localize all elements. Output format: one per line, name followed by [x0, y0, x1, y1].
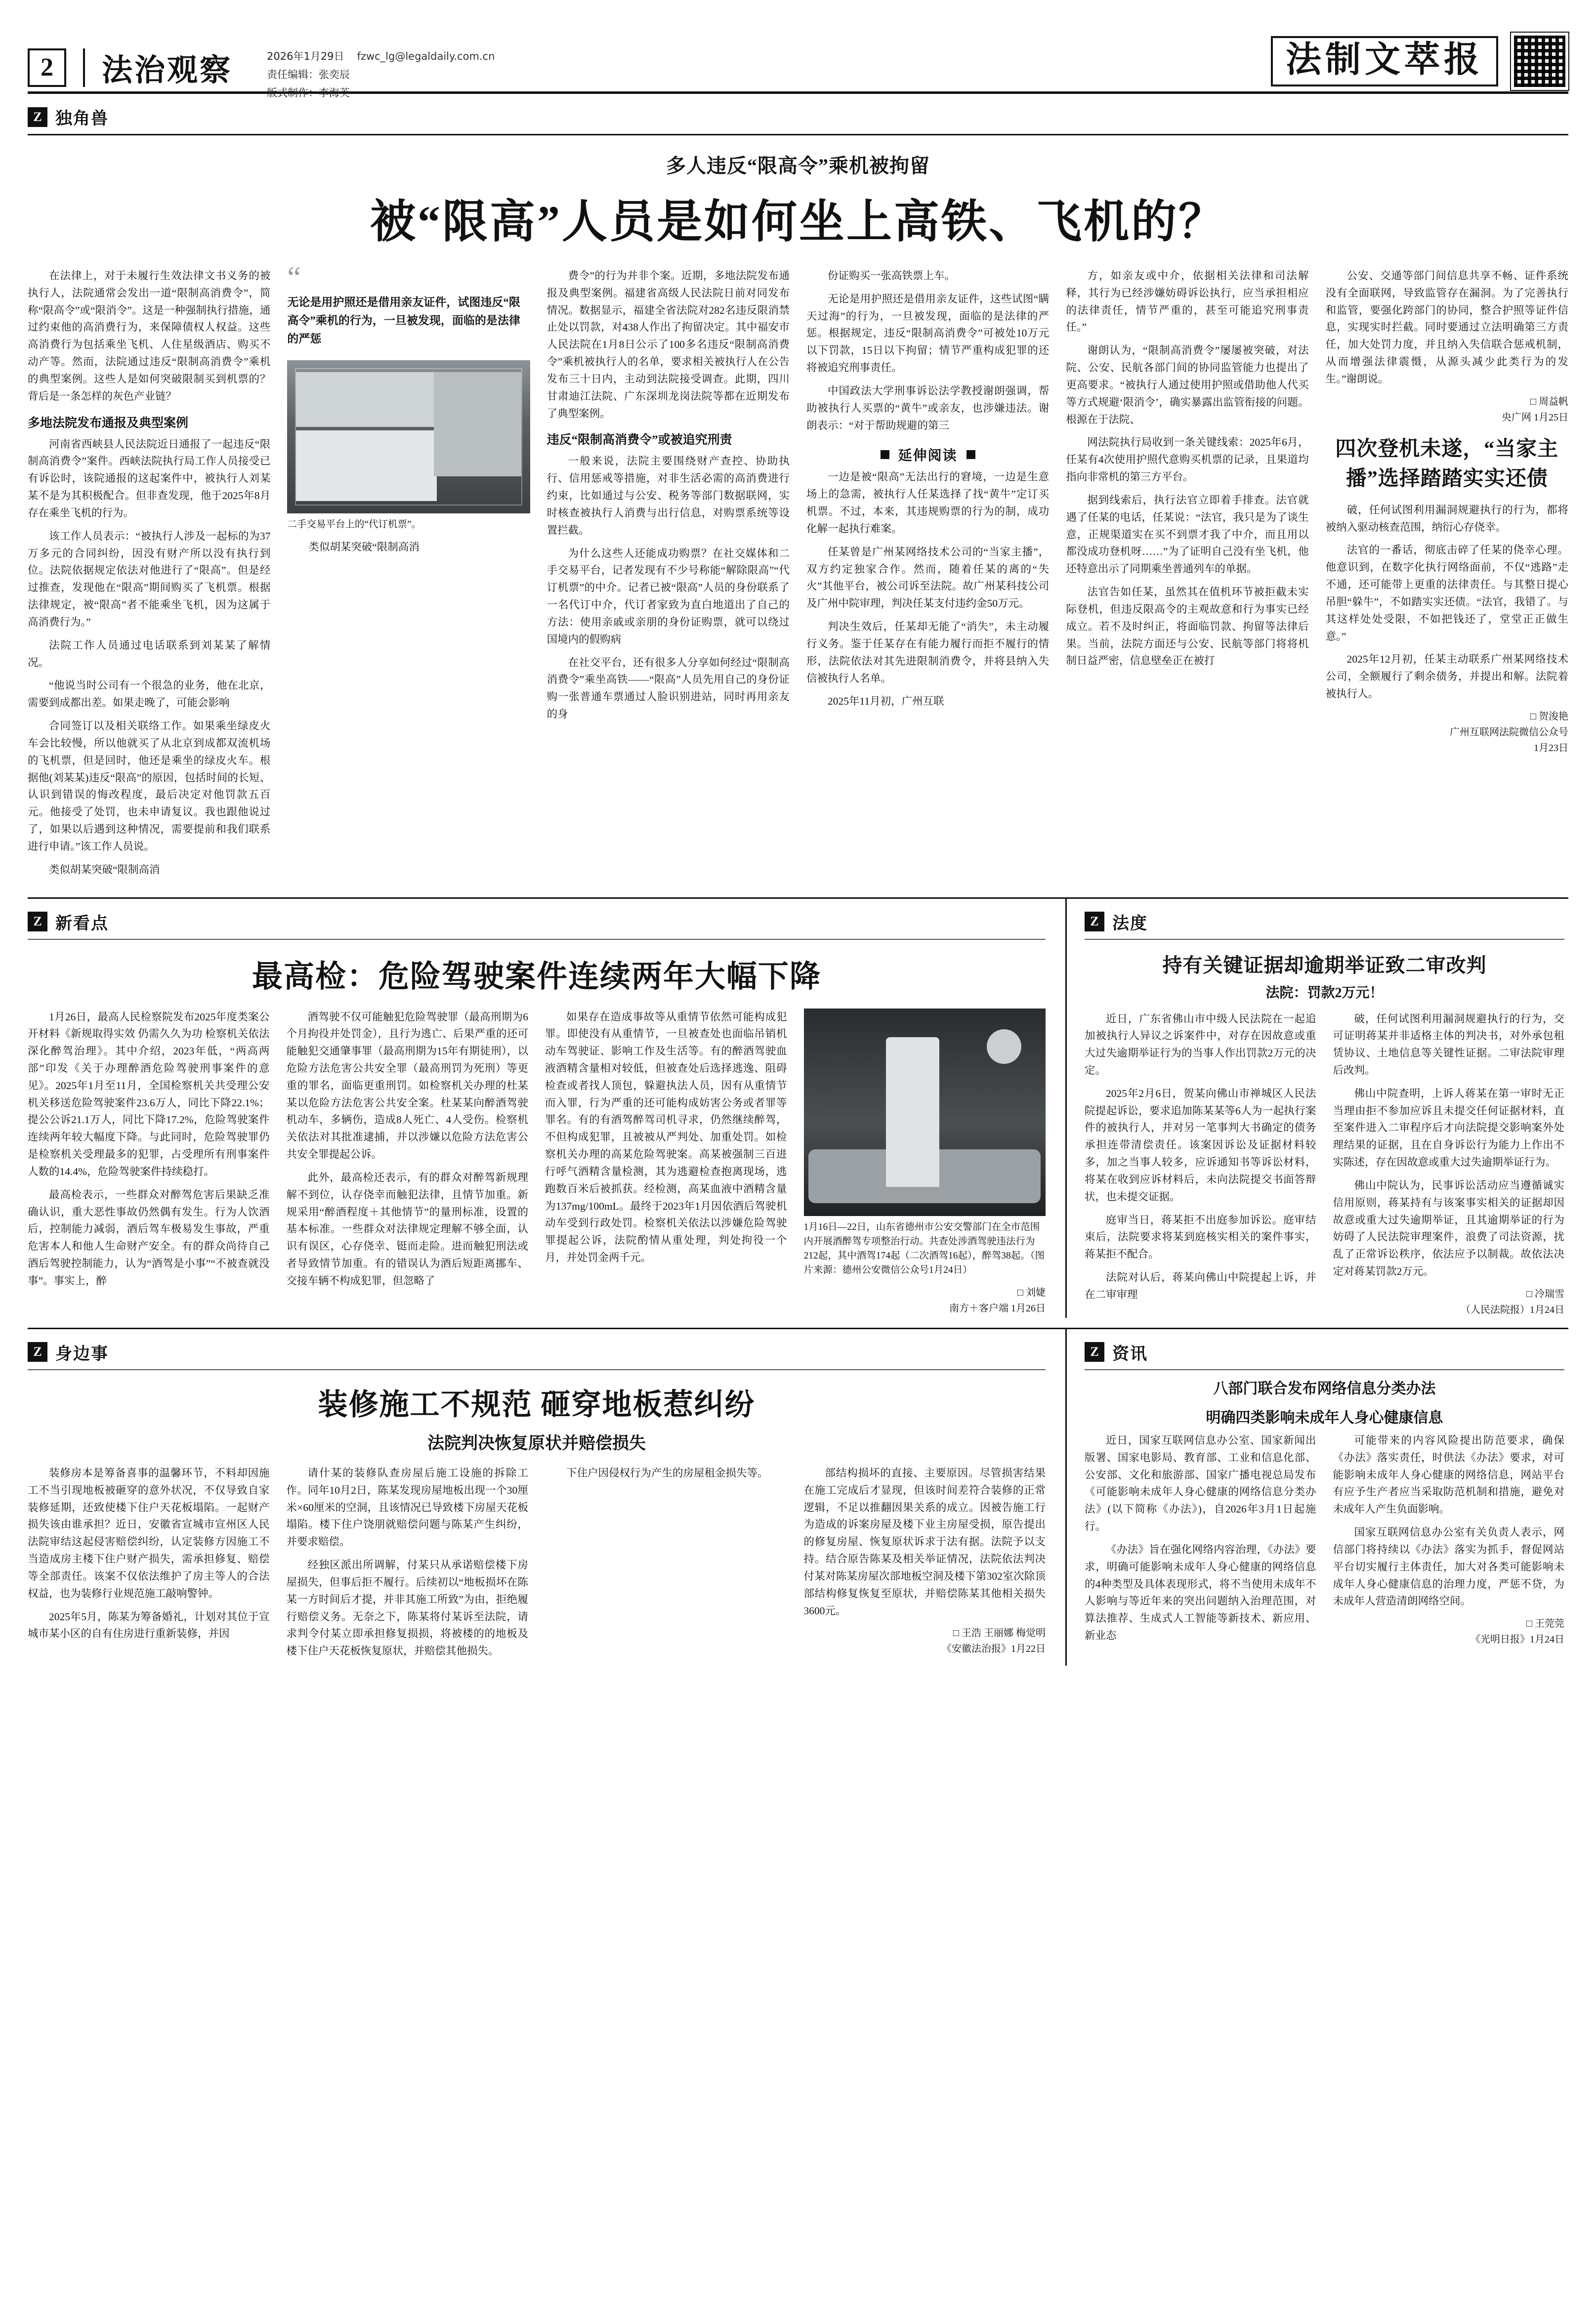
- lead-columns: [28, 261, 1568, 884]
- paragraph: 河南省西峡县人民法院近日通报了一起违反“限制高消费令”案件。西峡法院执行局工作人员接受已有诉讼时，该院通报的这起案件中，被执行人刘某某不是为其积极配合。但非查发现，他于2025年8月存在乘坐飞机的行为。: [28, 438, 271, 519]
- divider: [28, 1369, 1046, 1370]
- paragraph: 如果存在造成事故等从重情节依然可能构成犯罪。即使没有从重情节，一旦被查处也面临吊销机动车驾驶证、影响工作及生活等。有的醉酒驾驶血液酒精含量相对较低，但被查处后选择逃逸、阻碍检查或者找人顶包，躲避执法人员，因有从重情节而入罪，行为严重的还可能构成妨害公务或者罪等罪名。有的有酒驾醉驾司机寻求，仍然继续醉驾，不但构成犯罪，且被被从严判处、加重处罚。如检察机关办理的高某危险驾驶案。高某被强制三百进行呼气酒精含量检测，其为逃避检查抱离现场，逃跑数百米后被抓获。经检测，高某血液中酒精含量为137mg/100mL。最终于2023年1月因依酒后驾驶机动车受到行政处罚。检察机关依法以涉嫌危险驾驶罪提起公诉，法院酌情从重处理，判处拘役一个月，并处罚金两千元。: [545, 1010, 787, 1264]
- paragraph: 法院工作人员通过电话联系到刘某某了解情况。: [28, 639, 271, 669]
- section-mark-icon: Z: [28, 1342, 47, 1362]
- paragraph: 破，任何试图利用漏洞规避执行的行为，都将被纳入驱动核查范围，纳衍心存侥幸。: [1325, 504, 1568, 533]
- paragraph: 经独区派出所调解，付某只从承诺赔偿楼下房屋损失，但事后拒不履行。后续初以“地板损坏在陈某一方时间后才提，并非其施工所致”为由，拒绝履行赔偿义务。无奈之下，陈某将付某诉至法院，请求判令付某立即承担修复损损，将被楼的的地板及楼下住户天花板恢复原状，并赔偿其他损失。: [286, 1559, 528, 1657]
- paragraph: 《办法》旨在强化网络内容治理，《办法》要求，明确可能影响未成年人身心健康的网络信息的4种类型及具体表现形式，将不当使用未成年不人影响与等近年来的突出问题纳入治理范围，对算法推荐、生成式人工智能等新技术、新应用、新业态: [1085, 1543, 1316, 1642]
- byline-author: □ 王浩 王丽娜 梅觉明: [953, 1628, 1046, 1639]
- section-mark-icon: Z: [28, 107, 47, 127]
- paragraph: 类似胡某突破“限制高消: [49, 863, 160, 876]
- paragraph: 据到线索后，执行法官立即着手排查。法官就遇了任某的电话，任某说：“法官，我只是为了谈生意，正规渠道实在买不到票才我了中介，而且用以都没成功登机呀……”为了证明自己没有坐飞机，他还特意出示了同期乘坐普通列车的单据。: [1066, 494, 1309, 575]
- lead-column-1: [28, 267, 270, 884]
- section-tag-around: [28, 1329, 1046, 1369]
- byline-source: 广州互联网法院微信公众号: [1449, 726, 1568, 738]
- middle-right-block: [1065, 899, 1564, 1318]
- enforcement-photo: [804, 1009, 1046, 1216]
- section-mark-icon: Z: [28, 912, 47, 931]
- paragraph: 谢朗认为，“限制高消费令”屡屡被突破，对法院、公安、民航各部门间的协同监管能力也提出了更高要求。“被执行人通过使用护照或借助他人代买等方式规避‘限消令’，确实暴露出监管衔接的问题。根源在于法院、: [1066, 344, 1309, 425]
- paragraph: 方，如亲友或中介，依据相关法律和司法解释，其行为已经涉嫌妨碍诉讼执行，应当承担相应的法律责任，情节严重的，甚至可能追究刑事责任。”: [1066, 270, 1309, 334]
- section-tag-label: 资讯: [1112, 1345, 1148, 1363]
- masthead-meta: [267, 0, 495, 102]
- lead-column-4: [806, 267, 1049, 884]
- right-headline: 持有关键证据却逾期举证致二审改判: [1162, 954, 1487, 976]
- byline-date: 1月23日: [1533, 742, 1568, 754]
- paragraph: 合同签订以及相关联络工作。如果乘坐绿皮火车会比较慢，所以他就买了从北京到成都双流机场的飞机票，但是回时，他还是乘坐的绿皮火车。根据他(刘某某)违反“限高”的原因，包括时间的长短、认识到错误的悔改程度，最后决定对他罚款五百元。他接受了处罚，也未申请复议。我也跟他说过了，如果以后遇到这种情况，需要提前和我们联系进行申请。”该工作人员说。: [28, 720, 271, 852]
- bottom-right-block: [1065, 1329, 1564, 1666]
- paragraph: 最高检表示，一些群众对醉驾危害后果缺乏准确认识，重大恶性事故仍然偶有发生。行为人饮酒后，控制能力减弱，酒后驾车极易发生事故，严重危害本人和他人生命财产安全。有的群众尚待自己酒后驾驶控制能力，认为“酒驾是小事”“不被查就没事”。事实上，醉: [28, 1188, 270, 1287]
- paragraph: 破，任何试图利用漏洞规避执行的行为，交可证明蒋某并非适格主体的判决书，对外承包租赁协议、土地信息等关键性证据。二审法院审理后改判。: [1333, 1012, 1564, 1076]
- bottom-column-3: [545, 1465, 787, 1666]
- section-tag-new-view: [28, 899, 1046, 939]
- editor-credit: 责任编辑：张奕辰: [267, 68, 350, 81]
- bottom-column-1: [28, 1465, 270, 1666]
- paragraph: “他说当时公司有一个很急的业务，他在北京，需要到成都出差。如果走晚了，可能会影响: [28, 679, 271, 709]
- byline-author: □ 贺浚艳: [1530, 711, 1568, 722]
- paragraph: 酒驾驶不仅可能触犯危险驾驶罪（最高刑期为6个月拘役并处罚金），且行为逃亡、后果严重的还可能触犯交通肇事罪（最高刑期为15年有期徒刑），以危险方法危害公共安全罪（最高刑罚为死刑）等更重的罪名，面临更重刑罚。如检察机关办理的杜某某以危险方法危害公共安全案。杜某某向醉酒驾驶机动车，多辆伤，造成8人死亡、4人受伤。检察机关依法对其批准逮捕，并以涉嫌以危险方法危害公共安全罪提起公诉。: [286, 1010, 528, 1161]
- pull-quote-text: 无论是用护照还是借用亲友证件，试图违反“限高令”乘机的行为，一旦被发现，面临的是法律的严惩: [287, 296, 520, 345]
- bottom-left-block: [28, 1329, 1046, 1666]
- paragraph: 费令”的行为并非个案。近期，多地法院发布通报及典型案例。福建省高级人民法院日前对同发布情况。数据显示，福建全省法院对282名违反限消禁止处以罚款，对438人作出了拘留决定。其中福安市人民法院在1月8日公示了100多名违反“限制高消费令”乘机被执行人的名单，要求相关被执行人在公告发布三十日内，主动到法院接受调查。此期，四川甘肃迪江法院、广东深圳龙岗法院等都在近期发布了典型案例。: [546, 270, 790, 420]
- paragraph: 判决生效后，任某却无能了“消失”，未主动履行义务。鉴于任某存在有能力履行而拒不履行的情形，法院依法对其先进限制消费令，并将县纳入失信被执行人名单。: [806, 621, 1050, 684]
- paragraph: 可能带来的内容风险提出防范要求，确保《办法》落实责任，时供法《办法》要求，对可能影响未成年人身心健康的网络信息，网站平台有应予生产者应当采取防范机制和措施，避免对未成年人产生负面影响。: [1333, 1434, 1564, 1515]
- lead-column-3: [547, 267, 790, 884]
- paragraph: 为什么这些人还能成功购票？在社交媒体和二手交易平台，记者发现有不少号称能“解除限高”“代订机票”的中介。记者已被“限高”人员的身份联系了一名代订中介，代订者家致为直白地道出了自己的方法：使用亲戚或亲朋的身份证购票，就可以绕过国境内的假购病: [546, 547, 790, 645]
- byline-source: （人民法院报）1月24日: [1461, 1304, 1564, 1315]
- paragraph: 近日，国家互联网信息办公室、国家新闻出版署、国家电影局、教育部、工业和信息化部、公安部、文化和旅游部、国家广播电视总局发布《可能影响未成年人身心健康的网络信息分类办法》(以下简称《办法》)，自2026年3月1日起施行。: [1085, 1434, 1316, 1533]
- extended-reading-headline: 四次登机未遂，“当家主播”选择踏踏实实还债: [1335, 437, 1559, 490]
- bottom-column-2: [287, 1465, 529, 1666]
- right-byline: [1333, 1286, 1565, 1318]
- paragraph: 佛山中院认为，民事诉讼活动应当遵循诚实信用原则，蒋某持有与该案事实相关的证据却因故意或重大过失逾期举证，且其逾期举证的行为妨碍了人民法院审理案件，浪费了司法资源，扰乱了正常诉讼秩序，依法应予以制裁。故依法决定对蒋某罚款2万元。: [1333, 1179, 1564, 1278]
- paragraph: 法院对认后，蒋某向佛山中院提起上诉，并在二审审理: [1085, 1271, 1316, 1301]
- section-title: 法治观察: [102, 54, 233, 87]
- paragraph: 2025年2月6日，贺某向佛山市禅城区人民法院提起诉讼，要求追加陈某某等6人为一起执行案件的被执行人，并对另一笔事判大书确定的债务承担连带清偿责任。该案因诉讼及证据材料较多，加之当事人较多，应诉通知书等诉讼材料，将某在收到应诉材料后，未向法院提交书面答辩状，也未提交证据。: [1085, 1087, 1316, 1203]
- paragraph: 无论是用护照还是借用亲友证件，这些试图“瞒天过海”的行为，一旦被发现，面临的是法律的严惩。根据规定，违反“限制高消费令”可被处10万元以下罚款，15日以下拘留；情节严重构成犯罪的还将被追究刑事责任。: [806, 293, 1050, 374]
- bottom-column-4: [804, 1465, 1046, 1666]
- paper-logo: 法制文萃报: [1271, 36, 1498, 86]
- square-icon: [966, 450, 975, 459]
- bottom-columns: [28, 1465, 1046, 1666]
- paragraph: 庭审当日，蒋某拒不出庭参加诉讼。庭审结束后，法院要求将某到庭核实相关的案件事实，蒋某拒不配合。: [1085, 1214, 1316, 1261]
- divider: [28, 134, 1568, 135]
- bottom-band: [28, 1329, 1568, 1666]
- pull-quote: [287, 261, 530, 353]
- byline-author: □ 冷瑞雪: [1526, 1288, 1564, 1300]
- paragraph: 下住户因侵权行为产生的房屋租金损失等。: [566, 1467, 768, 1479]
- masthead-left: [28, 0, 232, 89]
- contact-email: fzwc_lg@legaldaily.com.cn: [357, 50, 495, 62]
- paragraph: 近日，广东省佛山市中级人民法院在一起追加被执行人异议之诉案件中，对存在因故意或重大过失逾期举证行为的当事人作出罚款2万元的决定。: [1085, 1012, 1316, 1076]
- divider: [28, 939, 1046, 940]
- lead-column-2: [287, 261, 530, 884]
- info-headline-1: 八部门联合发布网络信息分类办法: [1213, 1380, 1436, 1397]
- section-tag-label: 新看点: [55, 914, 109, 933]
- lead-column-5: [1066, 267, 1308, 884]
- masthead-divider: [83, 48, 85, 87]
- paragraph: 中国政法大学刑事诉讼法学教授谢朗强调，帮助被执行人买票的“黄牛”或亲友，也涉嫌违法。谢朗表示：“对于帮助规避的第三: [806, 384, 1050, 431]
- byline-source: 央广网 1月25日: [1501, 412, 1568, 423]
- byline-source: 南方＋客户端 1月26日: [949, 1303, 1046, 1314]
- lead-photo: [287, 360, 530, 513]
- section-tag-unicorn: [28, 94, 1568, 134]
- byline-source: 《安徽法治报》1月22日: [942, 1643, 1046, 1655]
- middle-left-block: [28, 899, 1046, 1318]
- info-byline: [1333, 1616, 1565, 1647]
- middle-band: [28, 899, 1568, 1318]
- paragraph: 任某曾是广州某网络技术公司的“当家主播”，双方约定独家合作。然而，随着任某的离的“失火”其他平台，被公司诉至法院。故广州某科技公司及广州中院审理，判决任某支付违约金50万元。: [806, 546, 1050, 610]
- paragraph: 此外，最高检还表示，有的群众对醉驾新规理解不到位，认存侥幸而触犯法律，且情节加重。新规采用“醉酒程度＋其他情节”的量刑标准，设置的基本标准。一些群众对法律规定理解不够全面，认识有误区，心存侥幸、铤而走险。进而触犯刑法或者导致情节加重。有的错误认为酒后短距离挪车、交接车辆不构成犯罪，但忽略了: [286, 1171, 528, 1287]
- paragraph: 在法律上，对于未履行生效法律文书义务的被执行人，法院通常会发出一道“限制高消费令”，简称“限高令”或“限消令”。这是一种强制执行措施，通过约束他的高消费行为，来保障债权人权益。这些高消费行为包括乘坐飞机、人住星级酒店、购买不动产等。然而，法院通过违反“限制高消费令”乘机的典型案例。这些人是如何突破限制买到机票的？背后是一条怎样的灰色产业链？: [28, 270, 271, 402]
- paragraph: 国家互联网信息办公室有关负责人表示，网信部门将持续以《办法》落实为抓手，督促网站平台切实履行主体责任，加大对各类可能影响未成年人身心健康信息的治理力度，严惩不贷，为未成年人营造清朗网络空间。: [1333, 1526, 1564, 1607]
- byline-author: □ 刘婕: [1017, 1287, 1046, 1298]
- lead-subheading: 多地法院发布通报及典型案例: [28, 416, 189, 430]
- section-mark-icon: Z: [1085, 1342, 1104, 1362]
- paragraph: 请什某的装修队查房屋后施工设施的拆除工作。同年10月2日，陈某发现房屋地板出现一个30厘米×60厘米的空洞，且该情况已导致楼下房屋天花板塌陷。楼下住户饶朋就赔偿问题与陈某产生纠纷，并要求赔偿。: [286, 1467, 528, 1548]
- paragraph: 佛山中院查明，上诉人蒋某在第一审时无正当理由拒不参加应诉且未提交任何证据材料，直至案件进入二审程序后才向法院提交影响案外处理结果的证据，且在自身诉讼行为能力上作出不实陈述，存在因故意或重大过失逾期举证行为。: [1333, 1087, 1564, 1169]
- quote-icon: “: [287, 261, 301, 294]
- paragraph: 2025年11月初，广州互联: [827, 695, 944, 708]
- middle-headline: 最高检：危险驾驶案件连续两年大幅下降: [252, 960, 821, 994]
- lead-column-6: [1326, 267, 1568, 884]
- paragraph: 一边是被“限高”无法出行的窘境，一边是生意场上的急需，被执行人任某选择了找“黄牛”定订买机票。不过，本来，其违规购票的行为的制，成功化解一起执行难案。: [806, 471, 1050, 535]
- layout-credit: 版式制作：李海英: [267, 86, 350, 99]
- section-tag-label: 身边事: [55, 1345, 109, 1363]
- middle-column-1: [28, 1009, 270, 1316]
- right-subheadline: 法院：罚款2万元！: [1265, 985, 1384, 1001]
- extended-byline: [1326, 709, 1568, 756]
- info-headline-2: 明确四类影响未成年人身心健康信息: [1206, 1410, 1443, 1427]
- section-tag-info: [1085, 1329, 1564, 1369]
- paragraph: 一般来说，法院主要围绕财产查控、协助执行、信用惩戒等措施，对非生活必需的高消费进行约束，比如通过与公安、税务等部门数据联网，实时核查被执行人消费与出行信息，对购票系统等设置拦截。: [546, 455, 790, 536]
- section-tag-label: 独角兽: [55, 110, 109, 128]
- bottom-byline: [804, 1625, 1046, 1657]
- info-column-1: [1085, 1432, 1316, 1650]
- extended-reading-bar: [806, 445, 1049, 464]
- byline-author: □ 周益帆: [1530, 396, 1568, 407]
- byline-source: 《光明日报》1月24日: [1470, 1634, 1564, 1645]
- middle-column-2: [287, 1009, 529, 1316]
- paragraph: 公安、交通等部门间信息共享不畅、证件系统没有全面联网，导致监管存在漏洞。为了完善执行和监管，要强化跨部门的协同，整合护照等证件信息，实现实时拦截。同时要通过立法明确第三方责任，加大处罚力度，并且纳入失信联合惩戒机制，从而增强法律震慑，从源头减少此类行为的发生。”谢朗说。: [1325, 270, 1568, 385]
- photo-caption: 1月16日—22日，山东省德州市公安交警部门在全市范围内开展酒醉驾专项整治行动。共查处涉酒驾驶违法行为212起，其中酒驾174起（二次酒驾16起），醉驾38起。（图片来源：德州公安微信公众号1月24日）: [803, 1221, 1045, 1276]
- lead-byline: [1326, 394, 1568, 425]
- paragraph: 2025年5月，陈某为筹备婚礼，计划对其位于宣城市某小区的自有住房进行重新装修，并因: [28, 1610, 270, 1640]
- page-number: 2: [28, 48, 66, 87]
- bottom-headline: 装修施工不规范 砸穿地板惹纠纷: [318, 1388, 756, 1421]
- paragraph: 份证购买一张高铁票上车。: [827, 270, 955, 282]
- lead-subheading-2: 违反“限制高消费令”或被追究刑责: [546, 433, 732, 447]
- middle-columns: [28, 1009, 1046, 1316]
- masthead: [28, 0, 1568, 99]
- lead-kicker: 多人违反“限高令”乘机被拘留: [666, 155, 930, 177]
- section-tag-law-degree: [1085, 899, 1564, 939]
- paragraph: 在社交平台，还有很多人分享如何经过“限制高消费令”乘坐高铁——“限高”人员先用自己的身份证购一张普通车票通过人脸识别进站，同时再用亲友的身: [546, 656, 790, 720]
- paragraph: 该工作人员表示：“被执行人涉及一起标的为37万多元的合同纠纷，因没有财产所以没有执行到位。法院依据规定依法对他进行了“限高”。但是经过推查，发现他在“限高”期间购买了飞机票。根据法律规定，被“限高”者不能乘坐飞机，因为这属于高消费行为。”: [28, 530, 271, 628]
- issue-date: 2026年1月29日: [267, 50, 344, 62]
- info-column-2: [1333, 1432, 1565, 1650]
- bottom-subheadline: 法院判决恢复原状并赔偿损失: [427, 1434, 646, 1453]
- divider: [1085, 939, 1564, 940]
- paragraph: 1月26日，最高人民检察院发布2025年度类案公开材料《新规取得实效 仍需久久为功 检察机关依法深化醉驾治理》。其中介绍，2023年低，“两高两部”印发《关于办理醉酒危险驾驶刑事案件的意见》。2025年1月至11月，全国检察机关共受理公安机关移送危险驾驶案件23.6万人，同比下降22.1%；提公公诉21.1万人，同比下降17.2%，危险驾驶案件连续两年较大幅度下降。与此同时，危险驾驶罪仍是检察机关受理最多的犯罪，占受理所有刑事案件人数的14.4%，危险驾驶案件持续稳打。: [28, 1010, 270, 1177]
- paragraph: 2025年12月初，任某主动联系广州某网络技术公司，全额履行了剩余债务，并提出和解。法院着被执行人。: [1325, 653, 1568, 700]
- section-mark-icon: Z: [1085, 912, 1104, 931]
- middle-byline: [804, 1285, 1046, 1316]
- divider: [1085, 1369, 1564, 1370]
- photo-caption: 二手交易平台上的“代订机票”。: [287, 519, 421, 530]
- masthead-right: [1271, 33, 1568, 90]
- byline-author: □ 王莞莞: [1526, 1618, 1564, 1630]
- extended-reading-label: 延伸阅读: [898, 448, 958, 464]
- middle-column-3: [545, 1009, 787, 1316]
- right-columns: [1085, 1010, 1564, 1318]
- right-column-1: [1085, 1010, 1316, 1318]
- square-icon: [881, 450, 889, 459]
- info-columns: [1085, 1432, 1564, 1650]
- right-column-2: [1333, 1010, 1565, 1318]
- paragraph: 法官告如任某，虽然其在值机环节被拒截未实际登机，但违反限高令的主观故意和行为事实已经成立。若不及时纠正，将面临罚款、拘留等法律后果。当前，法院方面还与公安、民航等部门将将机制日益严密，信息壁垒正在被打: [1066, 586, 1309, 667]
- section-tag-label: 法度: [1112, 914, 1148, 933]
- paragraph: 网法院执行局收到一条关键线索：2025年6月，任某有4次使用护照代意购买机票的记录，且果道均指向非常机的第三方平台。: [1066, 436, 1309, 483]
- middle-column-4: [804, 1009, 1046, 1316]
- paragraph: 法官的一番话，彻底击碎了任某的侥幸心理。他意识到，在数字化执行网络面前，不仅“逃路”走不通，还可能带上更重的法律责任。与其整日提心吊胆“躲牛”，不如踏实实还债。“法官，我错了。与其这样处处受限，不如把钱还了，堂堂正正做生意。”: [1325, 544, 1568, 642]
- paragraph: 装修房本是筹备喜事的温馨环节，不料却因施工不当引现地板被砸穿的意外状况，不仅导致自家装修延期，还致使楼下住户天花板塌陷。一起财产损失该由谁承担？近日，安徽省宣城市宣州区人民法院审结这起侵害赔偿纠纷，认定装修方因施工不当造成房主楼下住户财产损失，需承担修复、赔偿等全部责任。该案不仅依法维护了房主等人的合法权益，也为装修行业规范施工敲响警钟。: [28, 1467, 270, 1599]
- qr-code-icon[interactable]: [1511, 33, 1568, 90]
- paragraph: 类似胡某突破“限制高消: [308, 541, 420, 553]
- paragraph: 部结构损坏的直接、主要原因。尽管损害结果在施工完成后才显现，但该时间差符合装修的正常逻辑，不足以推翻因果关系的成立。因被告施工行为造成的诉案房屋及楼下业主房屋受损，原告提出的修复房屋、恢复原状诉求于法有据。法院予以支持。结合原告陈某及相关举证情况，法院依法判决付某对陈某房屋次部地板空洞及楼下第302室次除顶部结构修复恢复至原状，并赔偿陈某其他相关损失3600元。: [803, 1467, 1046, 1617]
- lead-headline: 被“限高”人员是如何坐上高铁、飞机的？: [370, 197, 1226, 247]
